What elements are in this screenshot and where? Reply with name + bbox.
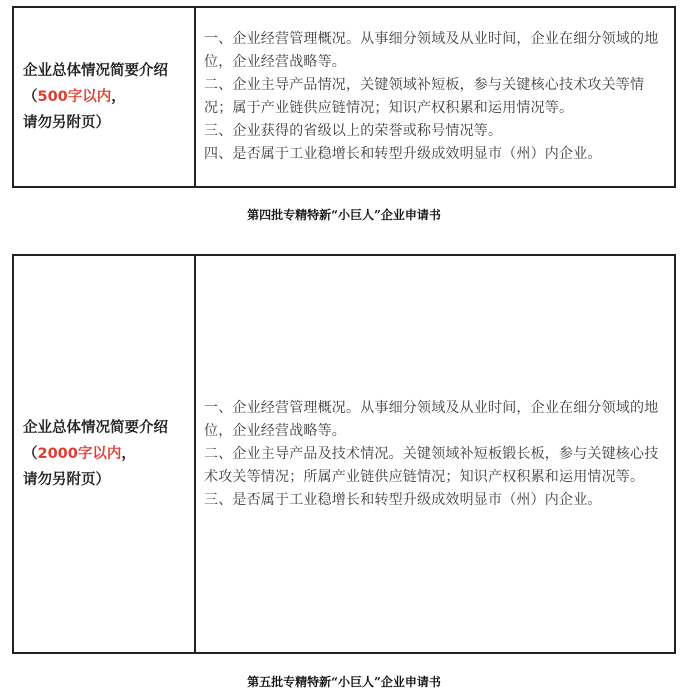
content-item: 一、企业经营管理概况。从事细分领域及从业时间，企业在细分领域的地位，企业经营战略等。 — [204, 31, 659, 70]
paren-open: （ — [23, 446, 38, 462]
field-label-note: 请勿另附页） — [23, 115, 110, 131]
content-item: 三、企业获得的省级以上的荣誉或称号情况等。 — [204, 123, 503, 139]
field-label-title: 企业总体情况简要介绍 — [23, 63, 168, 79]
table-caption: 第四批专精特新“小巨人”企业申请书 — [247, 208, 441, 222]
field-content-cell — [196, 256, 674, 652]
comma: ， — [111, 89, 126, 105]
content-item: 一、企业经营管理概况。从事细分领域及从业时间，企业在细分领域的地位，企业经营战略等。 — [204, 399, 659, 439]
content-item: 二、企业主导产品情况，关键领域补短板，参与关键核心技术攻关等情况；属于产业链供应链情况；知识产权积累和运用情况等。 — [204, 77, 645, 116]
comma: ， — [121, 446, 136, 462]
application-form-table-fifth-batch — [12, 254, 676, 654]
application-form-table-fourth-batch — [12, 6, 676, 188]
field-label-limit-line — [23, 441, 194, 467]
content-item: 四、是否属于工业稳增长和转型升级成效明显市（州）内企业。 — [204, 146, 602, 162]
table-caption: 第五批专精特新“小巨人”企业申请书 — [247, 675, 441, 689]
field-content-cell — [196, 8, 674, 186]
field-label-limit-line — [23, 84, 194, 110]
word-limit: 2000字以内 — [37, 446, 122, 462]
field-label-cell — [14, 256, 196, 652]
field-label-note: 请勿另附页） — [23, 472, 110, 488]
paren-open: （ — [23, 89, 38, 105]
content-item: 三、是否属于工业稳增长和转型升级成效明显市（州）内企业。 — [204, 491, 602, 508]
field-label-title: 企业总体情况简要介绍 — [23, 420, 168, 436]
content-item: 二、企业主导产品及技术情况。关键领域补短板锻长板，参与关键核心技术攻关等情况；所属产业链供应链情况；知识产权积累和运用情况等。 — [204, 445, 659, 485]
word-limit: 500字以内 — [37, 89, 112, 105]
field-label-cell — [14, 8, 196, 186]
